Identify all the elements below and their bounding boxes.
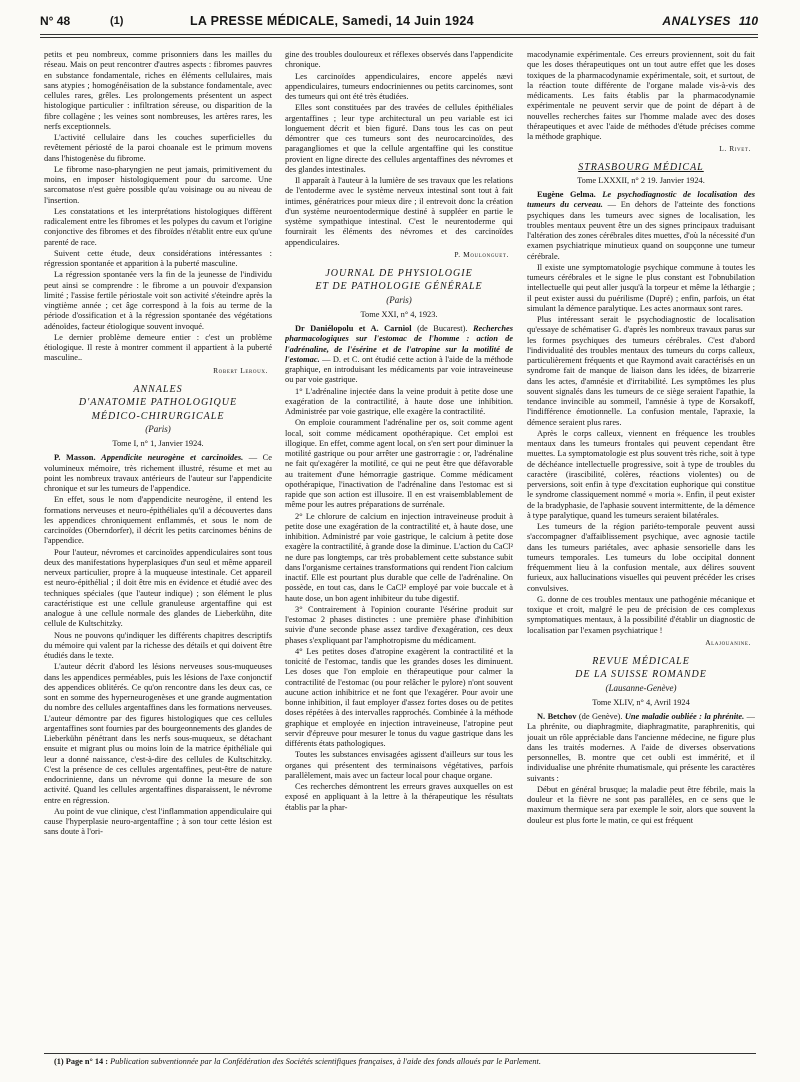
- journal-heading-line: JOURNAL DE PHYSIOLOGIE: [325, 267, 473, 279]
- journal-city: (Paris): [145, 424, 171, 435]
- journal-reference: Tome LXXXII, n° 2 19. Janvier 1924.: [577, 175, 705, 185]
- review-entry: [285, 324, 513, 386]
- journal-heading: [527, 655, 755, 682]
- review-author: N. Betchov: [537, 712, 577, 722]
- paragraph: 1° L'adrénaline injectée dans la veine produit à petite dose une exagération de la contractilité, à haute dose une inhibition. Administrée par voie gastrique, elle exagère la contractilité.: [285, 386, 513, 416]
- article-title: Le psychodiagnostic de localisation des tumeurs du cerveau.: [527, 190, 755, 210]
- review-author: Eugène Gelma.: [537, 190, 596, 200]
- paragraph: Pour l'auteur, névromes et carcinoïdes appendiculaires sont tous deux des manifestations hyperplasiques d'un seul et même appareil nerveux particulier, propre à la muqueuse intestinale. Cet appareil est neuro-épithélial ; il doit être mis en évidence et étudié avec des techniques spéciales (que l'auteur indique) ; son élément le plus caractéristique est une cellule granuleuse argentaffine qui est analogue à une cellule normale des glandes de Lieberkühn, dite cellule de Kultschitzky.: [44, 547, 272, 629]
- paragraph: Toutes les substances envisagées agissent d'ailleurs sur tous les organes qui présentent des terminaisons végétatives, parfois parallèlement, mais avec un facteur local pour chaque organe.: [285, 750, 513, 780]
- paragraph: Début en général brusque; la maladie peut être fébrile, mais la douleur et la fièvre ne sont pas parallèles, en ce sens que le maximum thermique sera par exemple le soir, alors que souvent la douleur est plus forte le matin, ce qui est fréquent: [527, 784, 755, 825]
- paragraph: La régression spontanée vers la fin de la jeunesse de l'individu peut ainsi se comprendre : le fibrome a un pouvoir d'expansion limité ; l'assise fertile périostale voit son activité s'éteindre après la vingtième année ; cet âge correspond à la fois au terme de la période d'ossification et à la régression spontanée des végétations adénoïdes, facteur étiologique souvent invoqué.: [44, 270, 272, 331]
- journal-heading-line: ET DE PATHOLOGIE GÉNÉRALE: [315, 281, 483, 293]
- column-1: [44, 50, 272, 1053]
- paragraph: En effet, sous le nom d'appendicite neurogène, il entend les formations nerveuses et neuro-épithéliales qu'il a découvertes dans les appendices chroniquement enflammés, et sous le nom de carcinoïdes (Oberndorfer), il décrit les petits carcinomes bénins de l'appendice.: [44, 495, 272, 546]
- footer-rule: [44, 1053, 756, 1054]
- header-rule-top: [40, 34, 758, 35]
- paragraph: Les tumeurs de la région pariéto-temporale peuvent aussi s'accompagner d'affaiblissement psychique, avec agnosie tactile dans les tumeurs pariétales, avec aphasie sensorielle dans les tumeurs temporales. Les tumeurs du lobe occipital donnent fréquemment lieu à la confusion mentale, aux délires souvent furieux, aux hallucinations visuelles qui peuvent précéder les crises convulsives.: [527, 522, 755, 593]
- author-affiliation: (de Bucarest).: [411, 324, 473, 333]
- journal-reference: Tome I, n° 1, Janvier 1924.: [112, 439, 204, 448]
- journal-heading: [285, 267, 513, 294]
- paragraph: Il apparaît à l'auteur à la lumière de ses travaux que les relations de l'entoderme avec le système nerveux intestinal sont tout à fait intimes, génératrices pour mieux dire ; il entrevoit donc la création d'un système neuroentodermique destiné à suppléer en partie le système sympathique intestinal. C'est le neurentoderme qui fournirait les éléments des névromes et des carcinoïdes appendiculaires.: [285, 176, 513, 247]
- review-signature: Robert Leroux.: [213, 365, 268, 375]
- paragraph: Suivent cette étude, deux considérations intéressantes : régression spontanée et apparition à la puberté masculine.: [44, 248, 272, 268]
- journal-reference: Tome XXI, n° 4, 1923.: [360, 309, 438, 319]
- footer-text: Publication subventionnée par la Confédération des Sociétés scientifiques françaises, à l'aide des fonds alloués par le Parlement.: [108, 1057, 541, 1066]
- journal-city: (Lausanne-Genève): [605, 682, 677, 693]
- section-name: ANALYSES: [662, 14, 731, 28]
- paragraph: Le dernier problème demeure entier : c'est un problème étiologique. Il reste à montrer comment il appartient à la puberté masculine..: [44, 332, 272, 363]
- paragraph: L'activité cellulaire dans les couches superficielles du revêtement périosté de la paroi choanale est le primum movens dans l'histogenèse du fibrome.: [44, 133, 272, 163]
- footer-note: [54, 1057, 758, 1066]
- paragraph: Plus intéressant serait le psychodiagnostic de localisation qu'essaye de schématiser G. d'après les nombreux travaux parus sur les formes psychiques des tumeurs cérébrales. C'est d'abord l'individualité des troubles mentaux des tumeurs du corps calleux, particulièrement fréquents et que Raymond avait caractérisés en un syndrome fait de manque de liaison dans les idées, de bizarrerie dans les actes, d'amnésie et d'irritabilité. Les symptômes les plus souvent signalés dans les tumeurs de ce siège seraient l'apathie, la tendance invincible au sommeil, l'amnésie à type de Korsakoff, l'indifférence émotionnelle. La confusion mentale, l'apraxie, la démence seraient plus rares.: [527, 315, 755, 427]
- review-text: — La phrénite, ou diaphragmite, diaphragmatite, paraphrenitis, qui jouait un rôle appréciable dans l'ancienne médecine, ne figure plus dans les traités modernes. A l'aide de diverses observations personnelles, B. montre que cet oubli est immérité, et il individualise une phrénite rhumatismale, qui présente les caractères suivants :: [527, 712, 755, 783]
- paragraph: L'auteur décrit d'abord les lésions nerveuses sous-muqueuses dans les appendices perméables, puis les lésions de l'axe conjonctif des appendices oblitérés. Ce qu'on rencontre dans les deux cas, ce sont en somme des hyperneurogenèses et une grande augmentation du nombre des cellules argentaffines dans les formations nerveuses. L'auteur démontre par des figures histologiques que ces cellules argentaffines sont fournies par des bourgeonnements des glandes de Lieberkühn pénétrant dans les nerfs sous-muqueux, se détachant ensuite et migrant plus ou moins loin de la matrice épithéliale qui leur a donné naissance, c'est-à-dire des cellules de Kultschitzky. C'est la présence de ces cellules argentaffines, peut-être de nature endocrinienne, dans un névrome qui donne la mesure de son activité. Quand les cellules argentaffines disparaissent, le névrome entre en régression.: [44, 662, 272, 805]
- paragraph: Le fibrome naso-pharyngien ne peut jamais, primitivement du moins, en imposer histologiquement pour du sarcome. Une sarcomatose n'est guère possible qu'au voisinage ou au niveau de l'insertion.: [44, 164, 272, 205]
- paragraph: 3° Contrairement à l'opinion courante l'ésérine produit sur l'estomac 2 phases distinctes : une première phase d'inhibition suivie d'une seconde phase assez tardive d'exagération, ces deux phases s'expliquant par l'amphotropisme du médicament.: [285, 604, 513, 645]
- paragraph: Ces recherches démontrent les erreurs graves auxquelles on est exposé en appliquant à la lettre à la thérapeutique les résultats établis par la phar-: [285, 782, 513, 812]
- issue-number: N° 48: [40, 14, 71, 28]
- journal-heading-line: ANNALES: [133, 383, 183, 395]
- author-affiliation: (de Genève).: [576, 712, 625, 722]
- review-signature: L. Rivet.: [719, 144, 751, 154]
- column-3: [527, 50, 755, 1053]
- paragraph: petits et peu nombreux, comme prisonniers dans les mailles du réseau. Mais on peut rencontrer d'autres aspects : fibromes pauvres en substance fondamentale, riches en éléments cellulaires, mais sans atypies ; homogénéisation de la substance fondamentale, avec cellules rares, grêles. Les prolongements présentent un aspect histologique particulier : infiltration séreuse, ou disparition de la fibre collagène ; les veines sont nombreuses, les artères rares, les nerfs exceptionnels.: [44, 50, 272, 131]
- header-footnote-mark: (1): [110, 15, 124, 27]
- paragraph: G. donne de ces troubles mentaux une pathogénie mécanique et toxique et croit, malgré le peu de précision de ces complexus symptomatiques mentaux, à la possibilité d'établir un diagnostic de localisation par l'examen psychiatrique !: [527, 594, 755, 635]
- article-title: Recherches pharmacologiques sur l'estomac de l'homme : action de l'adrénaline, de l'ésérine et de l'atropine sur la motilité de l'estomac.: [285, 324, 513, 364]
- review-signature: P. Moulonguet.: [454, 249, 509, 259]
- paragraph: Nous ne pouvons qu'indiquer les différents chapitres descriptifs du mémoire qui valent par la richesse des détails et qui doivent être étudiés dans le texte.: [44, 630, 272, 660]
- journal-title: LA PRESSE MÉDICALE, Samedi, 14 Juin 1924: [190, 14, 474, 28]
- journal-heading-line: REVUE MÉDICALE: [592, 655, 690, 667]
- article-title: Une maladie oubliée : la phrénite.: [624, 712, 745, 722]
- article-title: Appendicite neurogène et carcinoïdes.: [101, 453, 244, 463]
- paragraph: Il existe une symptomatologie psychique commune à toutes les tumeurs cérébrales et le signe le plus constant est l'obnubilation intellectuelle qui peut aller jusqu'à la torpeur et même la léthargie ; il peut exister aussi du puérilisme (Dupré) ; enfin, parfois, un état simulant la démence paralytique. Les actes anormaux sont rares.: [527, 262, 755, 313]
- paragraph: Après le corps calleux, viennent en fréquence les troubles mentaux dans les tumeurs frontales qui peuvent cependant être muettes. La symptomatologie est plus souvent très riche, soit à type de déchéance intellectuelle progressive, soit à type de troubles du caractère (irascibilité, colères, réactions violentes) ou de perversions, soit enfin à type d'excitation euphorique qui constitue le syndrome classiquement nommé « moria ». Enfin, il peut exister de la bradyphasie, de l'aphasie souvent intermittente, de la démence à type paralytique, quand les tumeurs seraient bilatérales.: [527, 428, 755, 520]
- paragraph: 4° Les petites doses d'atropine exagèrent la contractilité et la tonicité de l'estomac, tandis que les grandes doses les diminuent. Les doses que l'on emploie en thérapeutique pour calmer la contractilité de l'estomac (ou pour relâcher le pylore) n'ont souvent aucune action inhibitrice et ne font que l'exagérer. Pour avoir une bonne inhibition, il faut employer d'assez fortes doses ou de petites doses répétées à des intervalles rapprochés. Combinée à la méthode graphique et employée en injection intraveineuse, l'atropine peut servir d'épreuve pour mesurer le tonus du vague gastrique dans les différents états pathologiques.: [285, 646, 513, 748]
- paragraph: gine des troubles douloureux et réflexes observés dans l'appendicite chronique.: [285, 50, 513, 70]
- journal-city: (Paris): [386, 294, 412, 305]
- journal-reference: Tome XLIV, n° 4, Avril 1924: [592, 697, 690, 707]
- review-text: — En dehors de l'atteinte des fonctions psychiques dans les tumeurs avec signes de localisation, les troubles mentaux peuvent être un des signes principaux traduisant l'altération des zones cérébrales dites muettes, d'où la nécessité d'un examen psychiatrique minutieux quand on soupçonne une tumeur cérébrale.: [527, 200, 755, 261]
- column-2: [285, 50, 513, 1053]
- review-entry: [44, 453, 272, 494]
- review-signature: Alajouanine.: [705, 637, 751, 647]
- header-rule-bottom: [40, 37, 758, 38]
- review-author: P. Masson.: [54, 453, 96, 463]
- paragraph: 2° Le chlorure de calcium en injection intraveineuse produit à petite dose une exagération de la contractilité et, à haute dose, une inhibition. Administré par voie gastrique, le calcium à petite dose exagère la contractilité, à grande dose la diminue. L'action du CaCl² ne dure pas longtemps, car très probablement cette substance subit dans l'organisme certaines transformations qui rendent l'ion calcium inactif. Elle est pourtant plus durable que celle de l'adrénaline. On possède, en tout cas, dans le CaCl² employé par voie buccale et à haute dose, un bon agent inhibiteur du tube digestif.: [285, 511, 513, 603]
- journal-heading: [44, 383, 272, 424]
- journal-heading-line: DE LA SUISSE ROMANDE: [575, 669, 707, 681]
- review-text: — D. et C. ont étudié cette action à l'aide de la méthode graphique, en introduisant les médicaments par voie intraveineuse ou par voie gastrique.: [285, 354, 513, 385]
- paragraph: macodynamie expérimentale. Ces erreurs proviennent, soit du fait que les doses thérapeutiques ont un tout autre effet que les doses toxiques de la pharmacodynamie expérimentale, soit, et surtout, de la réaction toute différente de l'organe malade vis-à-vis des médicaments. Les faits établis par la pharmacodynamie expérimentale ne peuvent servir que de point de départ à de nouvelles recherches faites sur l'homme malade avec des doses thérapeutiques et avec l'aide de méthodes d'étude précises comme la méthode graphique.: [527, 50, 755, 141]
- review-entry: [527, 712, 755, 784]
- journal-heading-line: MÉDICO-CHIRURGICALE: [91, 410, 225, 422]
- review-author: Dr Daniélopolu et A. Carniol: [295, 324, 412, 333]
- paragraph: Au point de vue clinique, c'est l'inflammation appendiculaire qui cause l'hyperplasie neuro-argentaffine ; à son tour cette lésion est sans doute à l'ori-: [44, 806, 272, 837]
- journal-heading-line: STRASBOURG MÉDICAL: [578, 162, 704, 174]
- journal-heading: [527, 161, 755, 175]
- page-header: [40, 9, 758, 33]
- review-entry: [527, 190, 755, 262]
- review-text: — Ce volumineux mémoire, très richement illustré, résume et met au point les nombreux travaux antérieurs de l'auteur sur l'appendicite chronique et sur les tumeurs de l'appendice.: [44, 453, 272, 493]
- paragraph: Les constatations et les interprétations histologiques diffèrent radicalement entre les fibromes et les polypes du cavum et l'origine conjonctive des fibromes et des fibroïdes n'établit entre eux qu'une parenté de race.: [44, 206, 272, 247]
- paragraph: Les carcinoïdes appendiculaires, encore appelés nævi appendiculaires, tumeurs endocriniennes ou petits carcinomes, sont des tumeurs qui ont été très étudiées.: [285, 71, 513, 101]
- journal-heading-line: D'ANATOMIE PATHOLOGIQUE: [78, 397, 238, 409]
- paragraph: On emploie couramment l'adrénaline per os, soit comme agent local, soit comme médicament opothérapique. Cet emploi est illogique. En effet, comme agent local, on s'en sert pour diminuer la motilité gastrique ou pour arrêter une gastrorragie : or, l'adrénaline ne fait qu'exagérer la motilité, ce qui ne peut être que défavorable au traitement d'une hémorragie gastrique. Comme médicament opothérapique, l'inactivation de l'adrénaline dans l'estomac est si rapide que son action est illusoire. Il en est vraisemblablement de même pour les autres préparations de surrénale.: [285, 418, 513, 510]
- footer-label: (1) Page n° 14 :: [54, 1057, 109, 1066]
- page-number: 110: [738, 14, 758, 28]
- paragraph: Elles sont constituées par des travées de cellules épithéliales argentaffines ; leur type architectural un peu variable est ici longuement décrit et bien figuré. Dans tous les cas on peut démontrer que ces tumeurs sont des neurocarcinoïdes, des paragangliomes et que la cellule argentaffine qui les constitue provient en ligne directe des cellules argentaffines des névromes et des glandes intestinales.: [285, 103, 513, 174]
